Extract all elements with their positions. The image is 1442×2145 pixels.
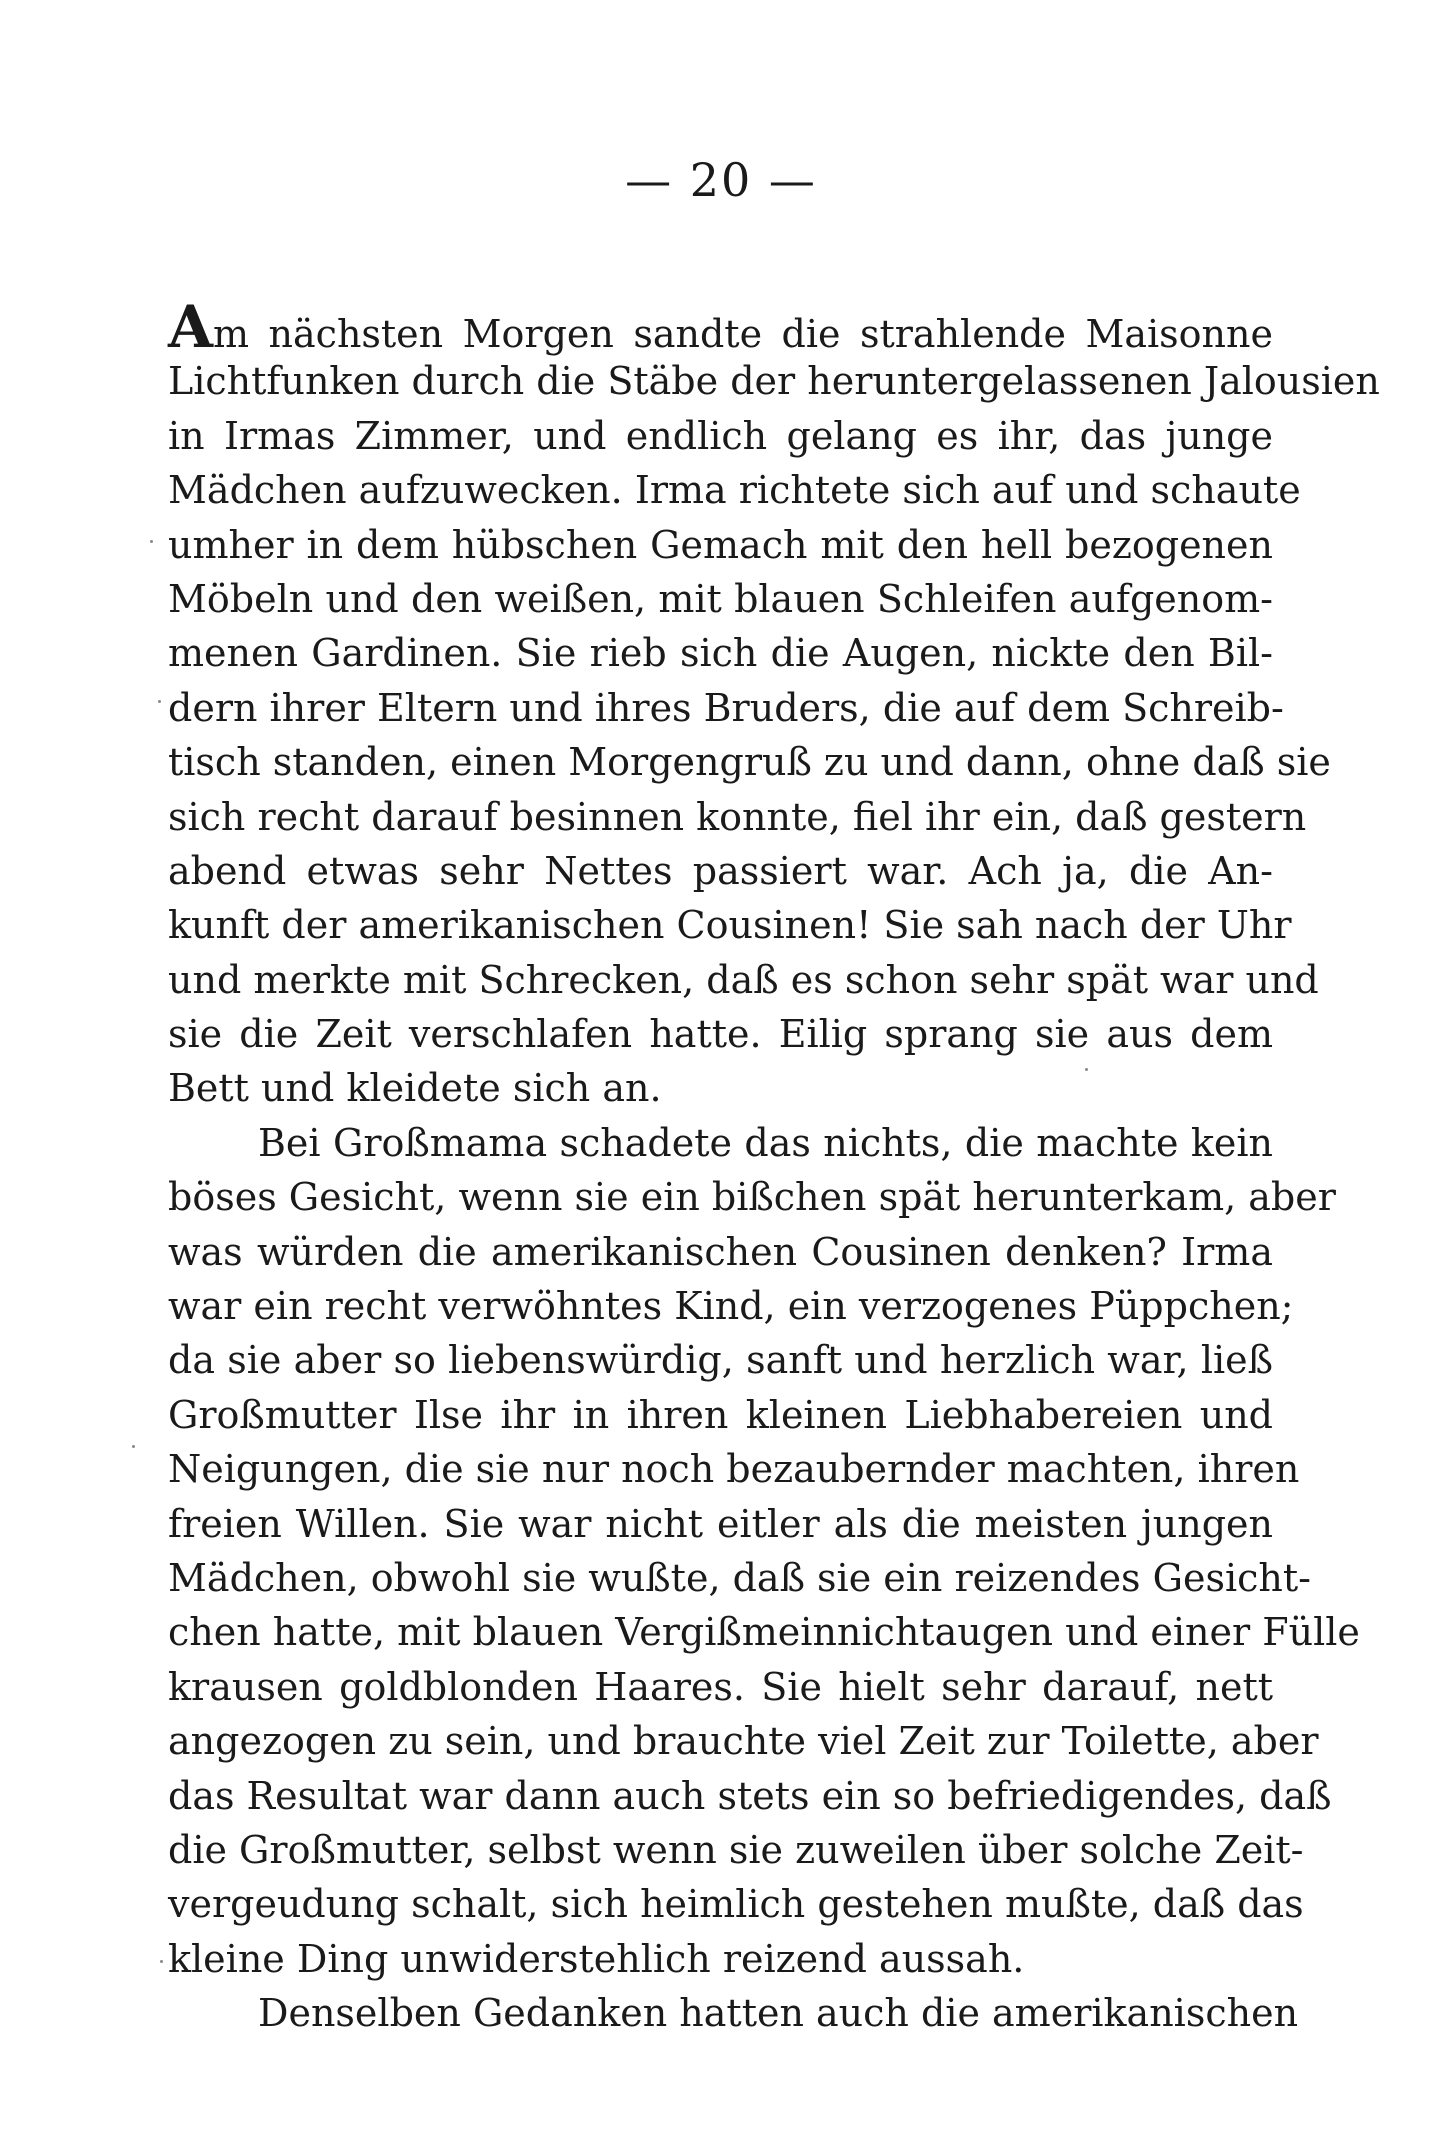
text-line: vergeudung schalt, sich heimlich gestehen mußte, daß das	[168, 1882, 1304, 1927]
text-line: Bett und kleidete sich an.	[168, 1066, 662, 1111]
text-line: sie die Zeit verschlafen hatte. Eilig sprang sie aus dem	[168, 1012, 1273, 1057]
print-speck	[158, 700, 161, 703]
drop-initial: A	[168, 293, 214, 361]
text-line: Denselben Gedanken hatten auch die amerikanischen	[258, 1991, 1299, 2036]
text-line: abend etwas sehr Nettes passiert war. Ach ja, die An-	[168, 848, 1273, 893]
text-line: umher in dem hübschen Gemach mit den hell bezogenen	[168, 522, 1273, 567]
text-line: war ein recht verwöhntes Kind, ein verzogenes Püppchen;	[168, 1284, 1294, 1329]
text-line: Möbeln und den weißen, mit blauen Schleifen aufgenom-	[168, 576, 1273, 621]
text-line: dern ihrer Eltern und ihres Bruders, die auf dem Schreib-	[168, 685, 1284, 730]
text-line: tisch standen, einen Morgengruß zu und dann, ohne daß sie	[168, 740, 1331, 785]
page-number: — 20 —	[625, 153, 817, 207]
text-line: freien Willen. Sie war nicht eitler als die meisten jungen	[168, 1501, 1273, 1546]
text-line: menen Gardinen. Sie rieb sich die Augen, nickte den Bil-	[168, 631, 1273, 676]
text-line: Mädchen aufzuwecken. Irma richtete sich auf und schaute	[168, 468, 1301, 513]
text-line: das Resultat war dann auch stets ein so befriedigendes, daß	[168, 1773, 1332, 1818]
print-speck	[1085, 1068, 1088, 1071]
text-line: chen hatte, mit blauen Vergißmeinnichtaugen und einer Fülle	[168, 1610, 1360, 1655]
text-line: Lichtfunken durch die Stäbe der heruntergelassenen Jalousien	[168, 359, 1380, 404]
print-speck	[160, 1960, 163, 1963]
print-speck	[132, 1445, 135, 1448]
text-line: angezogen zu sein, und brauchte viel Zeit zur Toilette, aber	[168, 1719, 1319, 1764]
text-line: krausen goldblonden Haares. Sie hielt sehr darauf, nett	[168, 1664, 1273, 1709]
text-line: in Irmas Zimmer, und endlich gelang es ihr, das junge	[168, 413, 1273, 458]
text-line: da sie aber so liebenswürdig, sanft und herzlich war, ließ	[168, 1338, 1273, 1383]
body-text	[168, 293, 1380, 2041]
text-line: Neigungen, die sie nur noch bezaubernder machten, ihren	[168, 1447, 1300, 1492]
text-line: Mädchen, obwohl sie wußte, daß sie ein reizendes Gesicht-	[168, 1555, 1312, 1600]
text-line: Großmutter Ilse ihr in ihren kleinen Liebhabereien und	[168, 1392, 1273, 1437]
text-line: was würden die amerikanischen Cousinen denken? Irma	[168, 1229, 1273, 1274]
text-line: kunft der amerikanischen Cousinen! Sie sah nach der Uhr	[168, 903, 1292, 948]
text-line: Am nächsten Morgen sandte die strahlende Maisonne	[168, 293, 1273, 361]
text-line: die Großmutter, selbst wenn sie zuweilen über solche Zeit-	[168, 1827, 1304, 1872]
text-line: böses Gesicht, wenn sie ein bißchen spät herunterkam, aber	[168, 1175, 1336, 1220]
text-line: sich recht darauf besinnen konnte, fiel ihr ein, daß gestern	[168, 794, 1307, 839]
print-speck	[150, 540, 153, 543]
text-line: und merkte mit Schrecken, daß es schon sehr spät war und	[168, 957, 1319, 1002]
text-line: kleine Ding unwiderstehlich reizend aussah.	[168, 1936, 1025, 1981]
text-line: Bei Großmama schadete das nichts, die machte kein	[258, 1120, 1273, 1165]
